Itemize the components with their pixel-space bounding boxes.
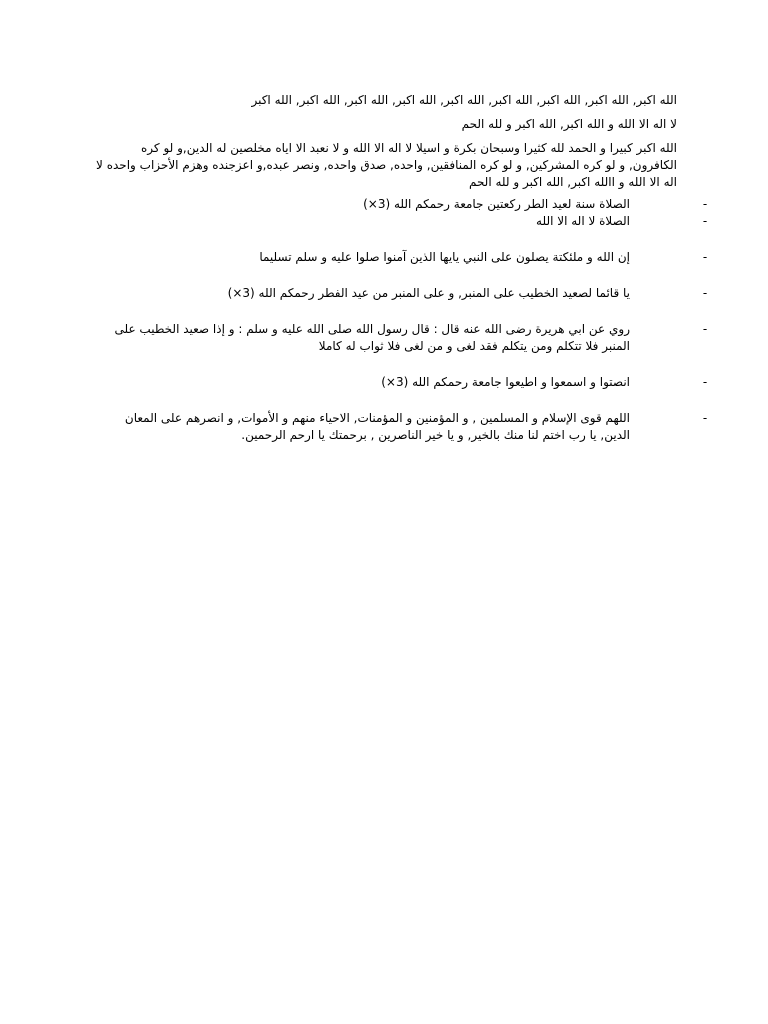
list-bullet: - xyxy=(702,322,708,336)
list-item-text: يا قائما لصعيد الخطيب على المنبر, و على المنبر من عيد الفطر رحمكم الله (3×) xyxy=(227,286,630,300)
list-bullet: - xyxy=(702,286,708,300)
list-bullet: - xyxy=(702,375,708,389)
list-item xyxy=(95,374,708,391)
list-item xyxy=(95,196,708,213)
list-item-text: اللهم قوى الإسلام و المسلمين , و المؤمنين و المؤمنات, الاحياء منهم و الأموات, و انصرهم على المعان الدين, يا رب اختم لنا منك بالخير, و يا خير الناصرين , برحمتك يا ارحم الرحمين. xyxy=(124,411,630,442)
tahlil-line: لا اله الا الله و الله اكبر, الله اكبر و لله الحم xyxy=(461,117,677,131)
list-item xyxy=(95,285,708,302)
list-item xyxy=(95,213,708,230)
list-item xyxy=(95,410,708,444)
list-item-text: روي عن ابي هريرة رضى الله عنه قال : قال رسول الله صلى الله عليه و سلم : و إذا صعيد الخطيب على المنبر فلا تتكلم ومن يتكلم فقد لغى و من لغى فلا ثواب له كاملا xyxy=(114,322,630,353)
list-item xyxy=(95,321,708,355)
list-bullet: - xyxy=(702,197,708,211)
document-body xyxy=(95,92,708,444)
list-item-text: إن الله و ملئكتة يصلون على النبي يايها الذين آمنوا صلوا عليه و سلم تسليما xyxy=(259,250,630,264)
takbir-paragraph: الله اكبر كبيرا و الحمد لله كثيرا وسبحان بكرة و اسيلا لا اله الا الله و لا نعبد الا اياه مخلصين له الدين,و لو كره الكافرون, و لو كره المشركين, و لو كره المنافقين, واحده, صدق واحده, ونصر عبده,و اعزجنده وهزم الأحزاب واحده لا اله الا الله و االله اكبر, الله اكبر و لله الحم xyxy=(96,141,677,189)
list-item-text: الصلاة لا اله الا الله xyxy=(536,214,630,228)
announcement-list xyxy=(95,196,708,444)
list-bullet: - xyxy=(702,250,708,264)
list-bullet: - xyxy=(702,411,708,425)
list-item-text: انصتوا و اسمعوا و اطيعوا جامعة رحمكم الله (3×) xyxy=(381,375,630,389)
list-bullet: - xyxy=(702,214,708,228)
takbir-line: الله اكبر, الله اكبر, الله اكبر, الله اكبر, الله اكبر, الله اكبر, الله اكبر, الله اكبر, الله اكبر xyxy=(251,93,677,107)
list-item-text: الصلاة سنة لعيد الطر ركعتين جامعة رحمكم الله (3×) xyxy=(363,197,630,211)
list-item xyxy=(95,249,708,266)
